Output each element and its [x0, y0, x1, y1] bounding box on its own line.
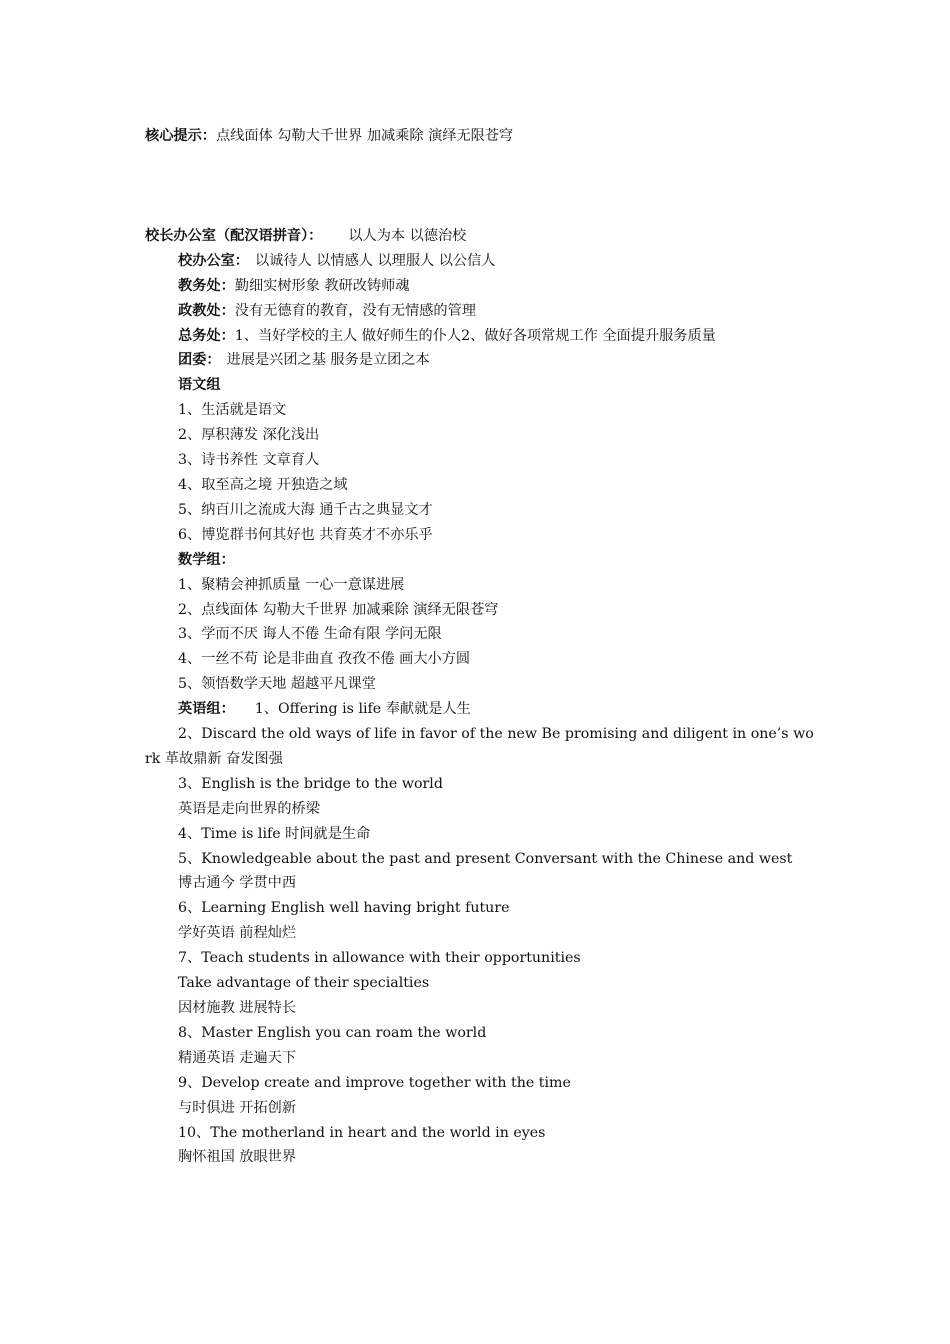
school-office-line — [145, 249, 815, 274]
math-group-heading: 数学组： — [178, 551, 235, 568]
math-item-2: 2、点线面体 勾勒大千世界 加减乘除 演绎无限苍穹 — [178, 601, 499, 618]
chinese-item-2: 2、厚积薄发 深化浅出 — [178, 427, 320, 444]
chinese-item-6: 6、博览群书何其好也 共育英才不亦乐乎 — [178, 526, 433, 543]
spacer — [145, 149, 815, 224]
chinese-item-1: 1、生活就是语文 — [178, 402, 287, 419]
english-item-4: 4、Time is life 时间就是生命 — [178, 825, 371, 842]
chinese-item-3: 3、诗书养性 文章育人 — [178, 452, 320, 469]
chinese-item-4: 4、取至高之境 开独造之域 — [178, 476, 348, 493]
english-item-9-en: 9、Develop create and improve together with the time — [178, 1074, 571, 1091]
principal-office-text: 以人为本 以德治校 — [348, 227, 467, 244]
core-tip-label: 核心提示： — [145, 128, 216, 144]
academic-affairs-text: 勤细实树形象 教研改铸师魂 — [234, 277, 410, 294]
academic-affairs-line — [145, 274, 815, 299]
academic-affairs-label: 教务处： — [178, 277, 235, 294]
english-item-10-en: 10、The motherland in heart and the world in eyes — [178, 1124, 546, 1141]
general-affairs-line — [145, 324, 815, 349]
english-item-8-zh: 精通英语 走遍天下 — [178, 1049, 297, 1066]
school-office-text: 以诚待人 以情感人 以理服人 以公信人 — [254, 252, 496, 269]
core-tip-line — [145, 124, 815, 149]
general-affairs-label: 总务处： — [178, 327, 235, 344]
political-education-line — [145, 299, 815, 324]
english-item-7-zh: 因材施教 进展特长 — [178, 1000, 297, 1016]
youth-league-text: 进展是兴团之基 服务是立团之本 — [226, 352, 430, 369]
english-item-3-zh: 英语是走向世界的桥梁 — [178, 800, 320, 817]
english-item-6-zh: 学好英语 前程灿烂 — [178, 925, 297, 942]
document-body — [145, 124, 815, 1170]
general-affairs-text: 1、当好学校的主人 做好师生的仆人2、做好各项常规工作 全面提升服务质量 — [234, 327, 716, 344]
english-group-heading: 英语组： — [178, 701, 235, 718]
political-education-text: 没有无德育的教育，没有无情感的管理 — [234, 302, 476, 319]
math-item-5: 5、领悟数学天地 超越平凡课堂 — [178, 676, 376, 693]
english-item-7-en-1: 7、Teach students in allowance with their opportunities — [178, 950, 581, 967]
youth-league-label: 团委： — [178, 352, 221, 369]
english-item-6-en: 6、Learning English well having bright future — [178, 900, 510, 917]
english-item-1: 1、Offering is life 奉献就是人生 — [254, 701, 471, 718]
english-item-5-zh: 博古通今 学贯中西 — [178, 875, 297, 892]
english-item-5-en: 5、Knowledgeable about the past and present Conversant with the Chinese and west — [178, 850, 793, 867]
core-tip-text: 点线面体 勾勒大千世界 加减乘除 演绎无限苍穹 — [215, 128, 514, 144]
math-item-4: 4、一丝不苟 论是非曲直 孜孜不倦 画大小方圆 — [178, 651, 471, 668]
youth-league-line — [145, 348, 815, 373]
principal-office-line — [145, 224, 815, 249]
english-item-3-en: 3、English is the bridge to the world — [178, 775, 443, 792]
chinese-group-heading: 语文组 — [178, 377, 221, 394]
english-group-line — [145, 697, 815, 722]
english-item-9-zh: 与时俱进 开拓创新 — [178, 1099, 297, 1116]
school-office-label: 校办公室： — [178, 252, 249, 269]
math-item-1: 1、聚精会神抓质量 一心一意谋进展 — [178, 576, 405, 593]
english-item-10-zh: 胸怀祖国 放眼世界 — [178, 1149, 297, 1166]
math-item-3: 3、学而不厌 诲人不倦 生命有限 学问无限 — [178, 626, 442, 643]
principal-office-label: 校长办公室（配汉语拼音）： — [145, 227, 323, 244]
english-item-8-en: 8、Master English you can roam the world — [178, 1024, 487, 1041]
political-education-label: 政教处： — [178, 302, 235, 319]
english-item-7-en-2: Take advantage of their specialties — [178, 975, 430, 992]
chinese-item-5: 5、纳百川之流成大海 通千古之典显文才 — [178, 501, 433, 518]
english-item-2: 2、Discard the old ways of life in favor of the new Be promising and diligent in one’s work 革故鼎新 奋发图强 — [145, 726, 814, 767]
